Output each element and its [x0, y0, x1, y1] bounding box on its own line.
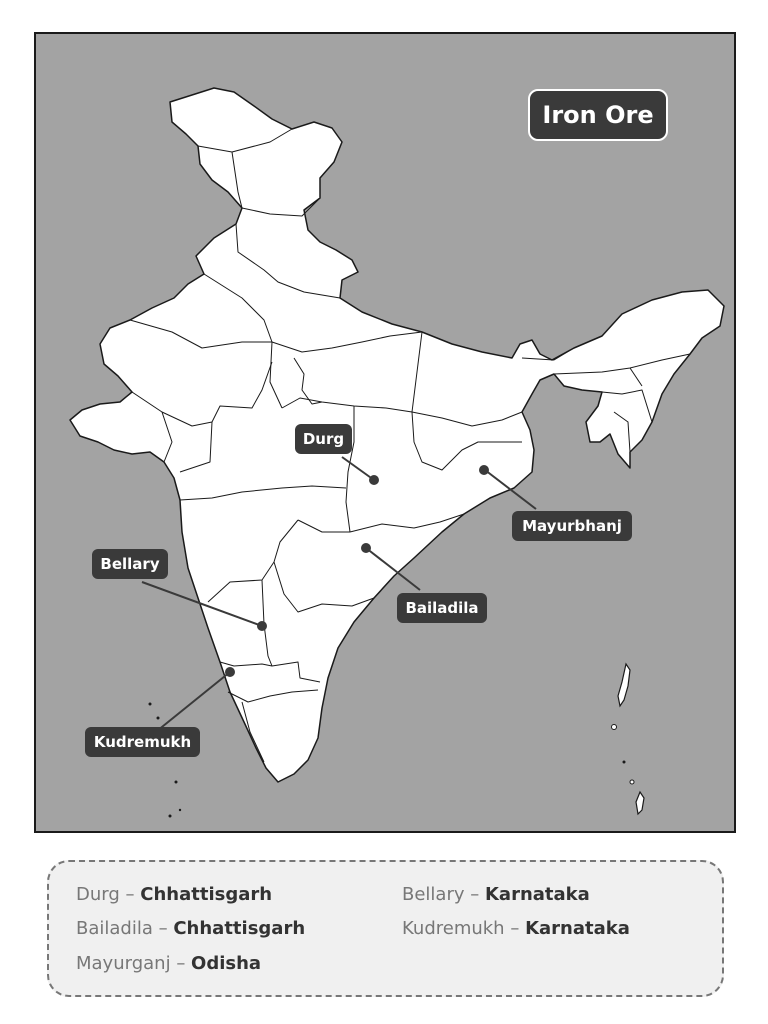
- legend-dash: –: [510, 918, 520, 939]
- marker-bailadila: [362, 544, 370, 552]
- legend-place: Mayurganj: [76, 953, 171, 974]
- legend-state: Chhattisgarh: [140, 884, 273, 905]
- place-label-mayurbhanj: Mayurbhanj: [512, 511, 632, 541]
- place-label-kudremukh: Kudremukh: [85, 727, 200, 757]
- legend-item: [76, 918, 305, 939]
- place-label-durg: Durg: [295, 424, 352, 454]
- place-label-bailadila: Bailadila: [397, 593, 487, 623]
- nicobar-islands: [636, 792, 644, 814]
- map-panel: [34, 32, 736, 833]
- legend-dash: –: [158, 918, 168, 939]
- legend-dash: –: [470, 884, 480, 905]
- legend-state: Karnataka: [484, 884, 590, 905]
- andaman-islands: [618, 664, 630, 706]
- marker-mayurbhanj: [480, 466, 488, 474]
- legend-item: [402, 884, 590, 905]
- map-title: Iron Ore: [528, 89, 668, 141]
- legend-place: Kudremukh: [402, 918, 505, 939]
- legend-item: [76, 953, 261, 974]
- marker-durg: [370, 476, 378, 484]
- marker-kudremukh: [226, 668, 234, 676]
- marker-bellary: [258, 622, 266, 630]
- legend-item: [76, 884, 272, 905]
- legend-place: Durg: [76, 884, 120, 905]
- legend-place: Bellary: [402, 884, 465, 905]
- legend-state: Chhattisgarh: [173, 918, 306, 939]
- legend-place: Bailadila: [76, 918, 153, 939]
- legend-state: Karnataka: [525, 918, 630, 939]
- legend-dash: –: [176, 953, 186, 974]
- india-map: [36, 34, 734, 831]
- legend-state: Odisha: [191, 953, 262, 974]
- place-label-bellary: Bellary: [92, 549, 168, 579]
- legend-item: [402, 918, 630, 939]
- legend-dash: –: [125, 884, 135, 905]
